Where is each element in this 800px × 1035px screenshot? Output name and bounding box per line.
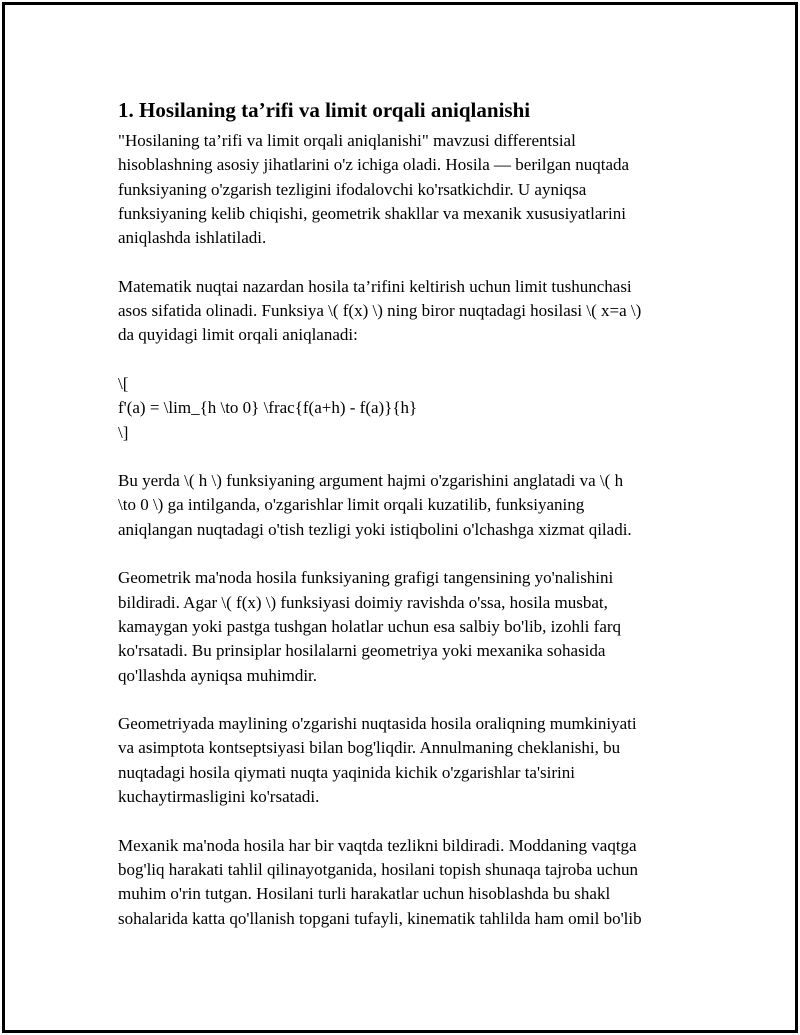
paragraph-list: [118, 129, 698, 931]
text-line: Matematik nuqtai nazardan hosila ta’rifini keltirish uchun limit tushunchasi: [118, 276, 632, 296]
text-line: \[: [118, 373, 129, 393]
paragraph: [118, 129, 698, 250]
text-line: muhim o'rin tutgan. Hosilani turli harakatlar uchun hisoblashda bu shakl: [118, 884, 611, 904]
text-line: Geometrik ma'noda hosila funksiyaning grafigi tangensining yo'nalishini: [118, 568, 614, 588]
text-line: \]: [118, 422, 129, 442]
text-line: Mexanik ma'noda hosila har bir vaqtda tezlikni bildiradi. Moddaning vaqtga: [118, 835, 637, 855]
paragraph: [118, 469, 698, 542]
section-heading: 1. Hosilaning ta’rifi va limit orqali aniqlanishi: [118, 98, 531, 122]
paragraph: [118, 566, 698, 687]
text-line: f'(a) = \lim_{h \to 0} \frac{f(a+h) - f(a)}{h}: [118, 398, 418, 418]
text-line: hisoblashning asosiy jihatlarini o'z ichiga oladi. Hosila — berilgan nuqtada: [118, 155, 630, 175]
page-frame: [2, 2, 798, 1033]
text-line: kuchaytirmasligini ko'rsatadi.: [118, 787, 320, 807]
text-line: \to 0 \) ga intilganda, o'zgarishlar limit orqali kuzatilib, funksiyaning: [118, 495, 585, 515]
text-line: Geometriyada maylining o'zgarishi nuqtasida hosila oraliqning mumkiniyati: [118, 714, 637, 734]
text-line: qo'llashda ayniqsa muhimdir.: [118, 665, 318, 685]
text-line: aniqlangan nuqtadagi o'tish tezligi yoki istiqbolini o'lchashga xizmat qiladi.: [118, 519, 632, 539]
text-line: va asimptota kontseptsiyasi bilan bog'liqdir. Annulmaning cheklanishi, bu: [118, 738, 621, 758]
text-line: funksiyaning o'zgarish tezligini ifodalovchi ko'rsatkichdir. U ayniqsa: [118, 179, 587, 199]
document-body: [118, 96, 698, 955]
text-line: asos sifatida olinadi. Funksiya \( f(x) \) ning biror nuqtadagi hosilasi \( x=a \): [118, 301, 642, 321]
text-line: sohalarida katta qo'llanish topgani tufayli, kinematik tahlilda ham omil bo'lib: [118, 908, 642, 928]
text-line: nuqtadagi hosila qiymati nuqta yaqinida kichik o'zgarishlar ta'sirini: [118, 762, 575, 782]
text-line: ko'rsatadi. Bu prinsiplar hosilalarni geometriya yoki mexanika sohasida: [118, 641, 606, 661]
text-line: funksiyaning kelib chiqishi, geometrik shakllar va mexanik xususiyatlarini: [118, 203, 627, 223]
text-line: aniqlashda ishlatiladi.: [118, 228, 267, 248]
paragraph: [118, 712, 698, 809]
text-line: bog'liq harakati tahlil qilinayotganida, hosilani topish shunaqa tajroba uchun: [118, 859, 639, 879]
paragraph: [118, 834, 698, 931]
paragraph: [118, 372, 698, 445]
text-line: Bu yerda \( h \) funksiyaning argument hajmi o'zgarishini anglatadi va \( h: [118, 471, 624, 491]
text-line: bildiradi. Agar \( f(x) \) funksiyasi doimiy ravishda o'ssa, hosila musbat,: [118, 592, 608, 612]
text-line: da quyidagi limit orqali aniqlanadi:: [118, 325, 358, 345]
text-line: kamaygan yoki pastga tushgan holatlar uchun esa salbiy bo'lib, izohli farq: [118, 616, 622, 636]
paragraph: [118, 275, 698, 348]
text-line: "Hosilaning ta’rifi va limit orqali aniqlanishi" mavzusi differentsial: [118, 131, 576, 150]
